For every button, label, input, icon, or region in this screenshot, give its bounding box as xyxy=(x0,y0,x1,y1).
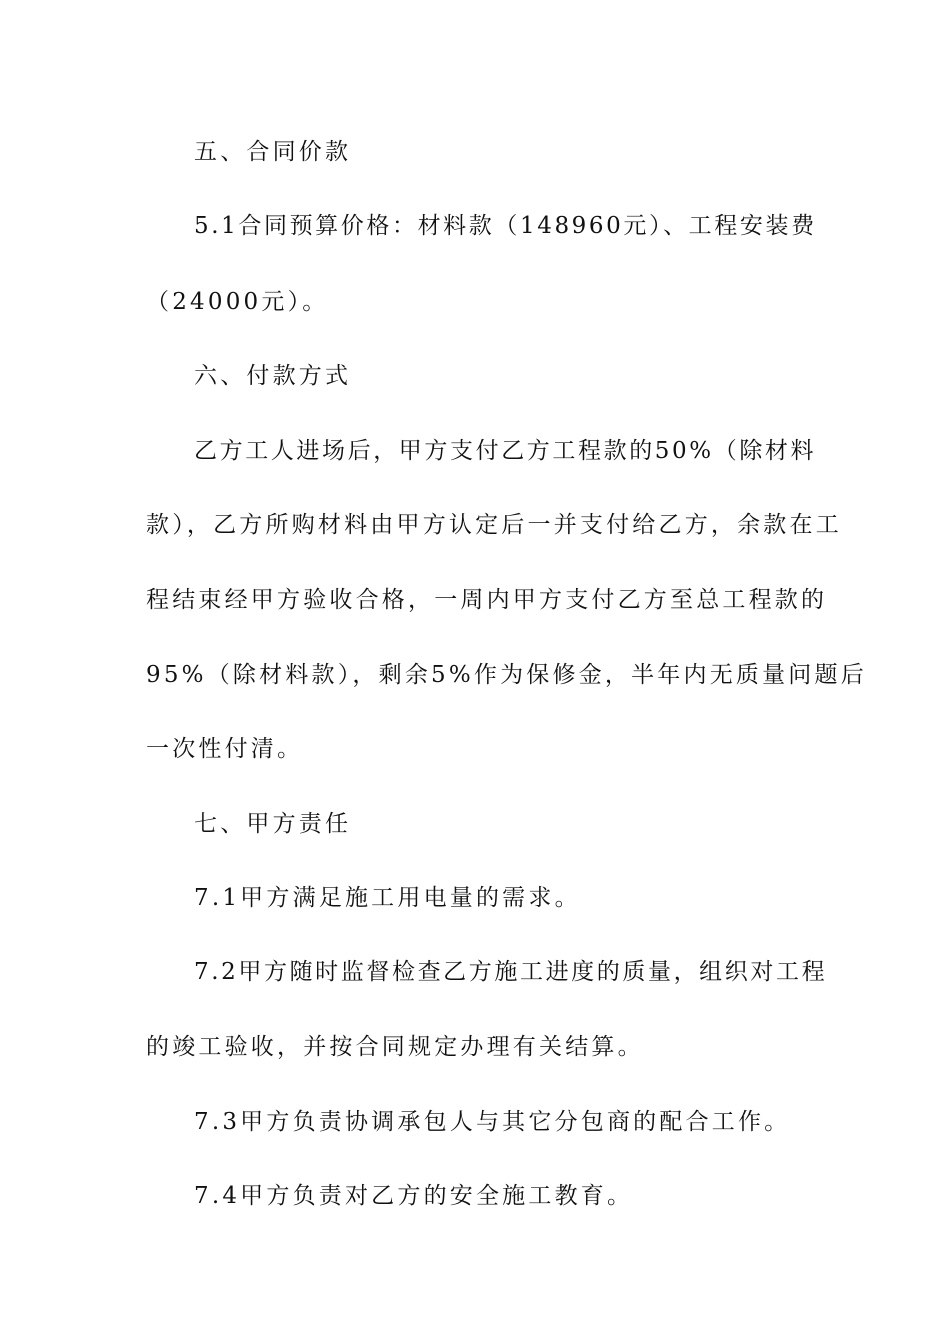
paragraph-line: 程结束经甲方验收合格，一周内甲方支付乙方至总工程款的 xyxy=(146,587,828,613)
list-item: 7.1甲方满足施工用电量的需求。 xyxy=(194,885,581,911)
section-heading-payment-method: 六、付款方式 xyxy=(194,363,352,389)
paragraph-line: （24000元）。 xyxy=(146,289,329,315)
paragraph-line: 的竣工验收，并按合同规定办理有关结算。 xyxy=(146,1034,644,1060)
section-heading-contract-price: 五、合同价款 xyxy=(194,139,352,165)
paragraph-line: 7.2甲方随时监督检查乙方施工进度的质量，组织对工程 xyxy=(194,959,828,985)
list-item: 7.4甲方负责对乙方的安全施工教育。 xyxy=(194,1183,634,1209)
paragraph-line: 一次性付清。 xyxy=(146,736,304,762)
paragraph-line: 95%（除材料款），剩余5%作为保修金，半年内无质量问题后 xyxy=(146,662,867,688)
list-item: 7.3甲方负责协调承包人与其它分包商的配合工作。 xyxy=(194,1109,791,1135)
paragraph-line: 5.1合同预算价格：材料款（148960元）、工程安装费 xyxy=(194,213,817,239)
paragraph-line: 乙方工人进场后，甲方支付乙方工程款的50%（除材料 xyxy=(194,438,817,464)
paragraph-line: 款），乙方所购材料由甲方认定后一并支付给乙方，余款在工 xyxy=(146,512,842,538)
section-heading-party-a-responsibility: 七、甲方责任 xyxy=(194,811,352,837)
